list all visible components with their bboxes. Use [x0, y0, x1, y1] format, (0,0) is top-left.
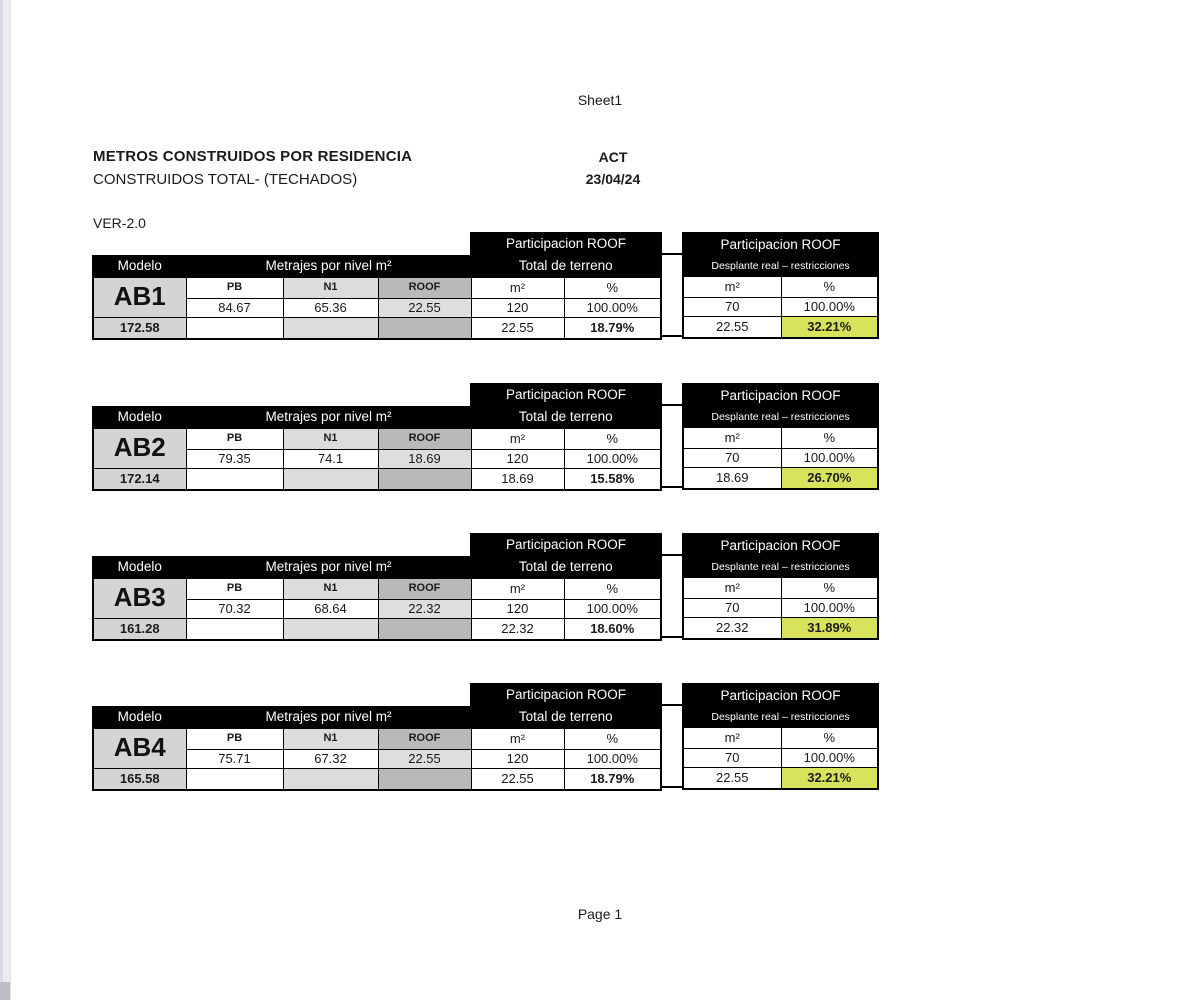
metrajes-header: Metrajes por nivel m² — [186, 557, 471, 579]
terreno-m2-value: 120 — [471, 449, 564, 468]
desplante-pct-header: % — [781, 728, 878, 749]
roof-pct-of-terreno: 18.79% — [564, 768, 661, 790]
model-name: AB1 — [93, 277, 186, 317]
desplante-pct-value: 100.00% — [781, 449, 878, 468]
blank-area — [93, 534, 471, 557]
empty-roof-cell — [378, 618, 471, 640]
modelo-header: Modelo — [93, 557, 186, 579]
desplante-m2-value: 70 — [683, 749, 781, 768]
page-number-label: Page 1 — [577, 906, 623, 922]
n1-value: 68.64 — [283, 599, 378, 618]
roof-m2-of-desplante: 22.55 — [683, 317, 781, 339]
roof-m2-of-desplante: 22.55 — [683, 768, 781, 790]
roof-value: 18.69 — [378, 449, 471, 468]
terreno-pct-header: % — [564, 428, 661, 449]
pb-column-header: PB — [186, 578, 283, 599]
table-connector — [662, 253, 682, 337]
roof-column-header: ROOF — [378, 277, 471, 298]
metrajes-header: Metrajes por nivel m² — [186, 707, 471, 729]
roof-value: 22.55 — [378, 298, 471, 317]
total-terreno-header: Total de terreno — [471, 707, 661, 729]
desplante-m2-header: m² — [683, 428, 781, 449]
desplante-table — [682, 533, 879, 640]
empty-pb-cell — [186, 468, 283, 490]
desplante-pct-value: 100.00% — [781, 298, 878, 317]
terreno-m2-value: 120 — [471, 749, 564, 768]
terreno-pct-value: 100.00% — [564, 298, 661, 317]
metrajes-header: Metrajes por nivel m² — [186, 407, 471, 429]
roof-m2-of-terreno: 22.55 — [471, 768, 564, 790]
desplante-pct-header: % — [781, 578, 878, 599]
n1-value: 67.32 — [283, 749, 378, 768]
terreno-m2-header: m² — [471, 728, 564, 749]
table-connector — [662, 554, 682, 638]
n1-value: 65.36 — [283, 298, 378, 317]
desplante-header: Desplante real – restricciones — [683, 408, 878, 428]
roof-pct-of-terreno: 18.79% — [564, 317, 661, 339]
desplante-header: Desplante real – restricciones — [683, 257, 878, 277]
terreno-pct-header: % — [564, 728, 661, 749]
blank-area — [93, 233, 471, 256]
participacion-roof-header: Participacion ROOF — [683, 684, 878, 708]
terreno-m2-header: m² — [471, 428, 564, 449]
metrics-table — [92, 232, 662, 340]
metrajes-header: Metrajes por nivel m² — [186, 256, 471, 278]
pb-value: 79.35 — [186, 449, 283, 468]
roof-value: 22.32 — [378, 599, 471, 618]
model-table-block — [92, 533, 879, 641]
terreno-m2-header: m² — [471, 578, 564, 599]
total-built-value: 161.28 — [93, 618, 186, 640]
roof-m2-of-terreno: 22.55 — [471, 317, 564, 339]
desplante-m2-value: 70 — [683, 599, 781, 618]
roof-pct-of-desplante: 32.21% — [781, 768, 878, 790]
table-connector — [662, 704, 682, 788]
total-built-value: 172.58 — [93, 317, 186, 339]
model-table-block — [92, 232, 879, 340]
participacion-roof-header: Participacion ROOF — [683, 233, 878, 257]
roof-m2-of-desplante: 18.69 — [683, 468, 781, 490]
participacion-roof-header: Participacion ROOF — [471, 233, 661, 256]
terreno-pct-header: % — [564, 578, 661, 599]
desplante-table — [682, 383, 879, 490]
pb-column-header: PB — [186, 277, 283, 298]
roof-pct-of-terreno: 15.58% — [564, 468, 661, 490]
empty-n1-cell — [283, 317, 378, 339]
desplante-header: Desplante real – restricciones — [683, 558, 878, 578]
roof-column-header: ROOF — [378, 578, 471, 599]
n1-column-header: N1 — [283, 728, 378, 749]
empty-pb-cell — [186, 317, 283, 339]
pb-value: 75.71 — [186, 749, 283, 768]
terreno-pct-header: % — [564, 277, 661, 298]
act-label: ACT — [598, 149, 628, 165]
empty-pb-cell — [186, 768, 283, 790]
terreno-m2-header: m² — [471, 277, 564, 298]
total-terreno-header: Total de terreno — [471, 557, 661, 579]
roof-pct-of-terreno: 18.60% — [564, 618, 661, 640]
metrics-table — [92, 683, 662, 791]
blank-area — [93, 384, 471, 407]
desplante-m2-value: 70 — [683, 298, 781, 317]
desplante-table — [682, 683, 879, 790]
pb-value: 70.32 — [186, 599, 283, 618]
desplante-m2-header: m² — [683, 277, 781, 298]
modelo-header: Modelo — [93, 407, 186, 429]
empty-roof-cell — [378, 317, 471, 339]
empty-roof-cell — [378, 768, 471, 790]
n1-column-header: N1 — [283, 428, 378, 449]
empty-pb-cell — [186, 618, 283, 640]
model-name: AB3 — [93, 578, 186, 618]
roof-m2-of-terreno: 22.32 — [471, 618, 564, 640]
terreno-pct-value: 100.00% — [564, 749, 661, 768]
document-subtitle: CONSTRUIDOS TOTAL- (TECHADOS) — [93, 171, 358, 188]
empty-n1-cell — [283, 768, 378, 790]
pb-value: 84.67 — [186, 298, 283, 317]
table-connector — [662, 404, 682, 488]
desplante-table — [682, 232, 879, 339]
metrics-table — [92, 533, 662, 641]
terreno-pct-value: 100.00% — [564, 449, 661, 468]
pb-column-header: PB — [186, 728, 283, 749]
total-built-value: 172.14 — [93, 468, 186, 490]
n1-value: 74.1 — [283, 449, 378, 468]
model-name: AB4 — [93, 728, 186, 768]
blank-area — [93, 684, 471, 707]
desplante-pct-header: % — [781, 428, 878, 449]
terreno-pct-value: 100.00% — [564, 599, 661, 618]
participacion-roof-header: Participacion ROOF — [471, 534, 661, 557]
desplante-pct-header: % — [781, 277, 878, 298]
total-terreno-header: Total de terreno — [471, 256, 661, 278]
roof-column-header: ROOF — [378, 428, 471, 449]
model-table-block — [92, 383, 879, 491]
model-name: AB2 — [93, 428, 186, 468]
terreno-m2-value: 120 — [471, 599, 564, 618]
roof-column-header: ROOF — [378, 728, 471, 749]
desplante-pct-value: 100.00% — [781, 599, 878, 618]
version-label: VER-2.0 — [93, 215, 146, 231]
roof-pct-of-desplante: 31.89% — [781, 618, 878, 640]
pb-column-header: PB — [186, 428, 283, 449]
roof-m2-of-desplante: 22.32 — [683, 618, 781, 640]
total-terreno-header: Total de terreno — [471, 407, 661, 429]
roof-m2-of-terreno: 18.69 — [471, 468, 564, 490]
roof-pct-of-desplante: 32.21% — [781, 317, 878, 339]
desplante-m2-header: m² — [683, 728, 781, 749]
desplante-pct-value: 100.00% — [781, 749, 878, 768]
desplante-m2-header: m² — [683, 578, 781, 599]
empty-roof-cell — [378, 468, 471, 490]
participacion-roof-header: Participacion ROOF — [683, 534, 878, 558]
page-left-gutter-footer — [0, 982, 10, 1000]
participacion-roof-header: Participacion ROOF — [471, 384, 661, 407]
document-title: METROS CONSTRUIDOS POR RESIDENCIA — [93, 148, 413, 165]
roof-pct-of-desplante: 26.70% — [781, 468, 878, 490]
total-built-value: 165.58 — [93, 768, 186, 790]
modelo-header: Modelo — [93, 256, 186, 278]
terreno-m2-value: 120 — [471, 298, 564, 317]
metrics-table — [92, 383, 662, 491]
sheet-name-label: Sheet1 — [577, 92, 623, 108]
participacion-roof-header: Participacion ROOF — [683, 384, 878, 408]
model-table-block — [92, 683, 879, 791]
empty-n1-cell — [283, 618, 378, 640]
participacion-roof-header: Participacion ROOF — [471, 684, 661, 707]
page-left-edge — [0, 0, 3, 1000]
n1-column-header: N1 — [283, 277, 378, 298]
act-date: 23/04/24 — [585, 171, 641, 187]
n1-column-header: N1 — [283, 578, 378, 599]
empty-n1-cell — [283, 468, 378, 490]
desplante-m2-value: 70 — [683, 449, 781, 468]
desplante-header: Desplante real – restricciones — [683, 708, 878, 728]
modelo-header: Modelo — [93, 707, 186, 729]
roof-value: 22.55 — [378, 749, 471, 768]
